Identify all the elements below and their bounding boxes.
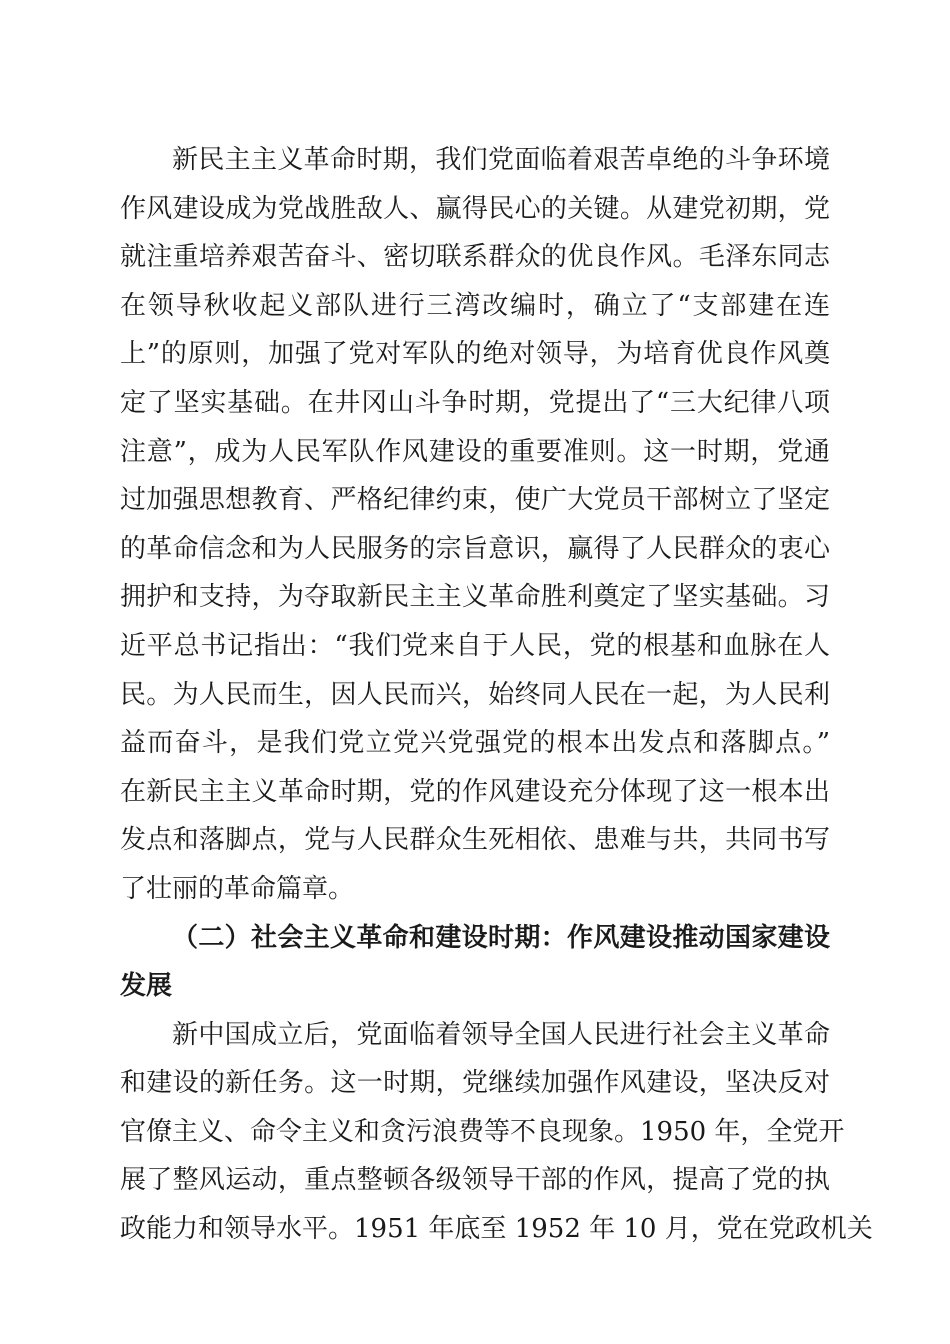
text-line: 注意”，成为人民军队作风建设的重要准则。这一时期，党通 xyxy=(120,436,830,467)
text-line: 发点和落脚点，党与人民群众生死相依、患难与共，共同书写 xyxy=(120,825,830,856)
text-line: 定了坚实基础。在井冈山斗争时期，党提出了“三大纪律八项 xyxy=(120,387,830,418)
document-body xyxy=(120,136,873,1254)
heading-line: （二）社会主义革命和建设时期：作风建设推动国家建设 xyxy=(172,922,830,953)
paragraph-revolution-period xyxy=(120,136,830,914)
text-line: 在新民主主义革命时期，党的作风建设充分体现了这一根本出 xyxy=(120,776,830,807)
text-line: 作风建设成为党战胜敌人、赢得民心的关键。从建党初期，党 xyxy=(120,193,830,224)
text-line: 益而奋斗，是我们党立党兴党强党的根本出发点和落脚点。” xyxy=(120,728,830,759)
heading-line: 发展 xyxy=(120,971,173,1002)
text-line: 就注重培养艰苦奋斗、密切联系群众的优良作风。毛泽东同志 xyxy=(120,242,830,273)
text-line: 政能力和领导水平。1951 年底至 1952 年 10 月，党在党政机关 xyxy=(120,1214,873,1245)
text-line: 过加强思想教育、严格纪律约束，使广大党员干部树立了坚定 xyxy=(120,485,830,516)
text-line: 民。为人民而生，因人民而兴，始终同人民在一起，为人民利 xyxy=(120,679,830,710)
text-line: 拥护和支持，为夺取新民主主义革命胜利奠定了坚实基础。习 xyxy=(120,582,830,613)
paragraph-construction-period xyxy=(120,1011,873,1254)
text-line: 上”的原则，加强了党对军队的绝对领导，为培育优良作风奠 xyxy=(120,339,830,370)
text-line: 展了整风运动，重点整顿各级领导干部的作风，提高了党的执 xyxy=(120,1165,830,1196)
text-line: 新民主主义革命时期，我们党面临着艰苦卓绝的斗争环境 xyxy=(172,145,830,175)
text-line: 了壮丽的革命篇章。 xyxy=(120,873,355,904)
text-line: 和建设的新任务。这一时期，党继续加强作风建设，坚决反对 xyxy=(120,1068,830,1099)
text-line: 近平总书记指出：“我们党来自于人民，党的根基和血脉在人 xyxy=(120,630,830,661)
text-line: 官僚主义、命令主义和贪污浪费等不良现象。1950 年，全党开 xyxy=(120,1116,845,1147)
text-line: 在领导秋收起义部队进行三湾改编时，确立了“支部建在连 xyxy=(120,290,830,321)
text-line: 新中国成立后，党面临着领导全国人民进行社会主义革命 xyxy=(172,1019,830,1050)
text-line: 的革命信念和为人民服务的宗旨意识，赢得了人民群众的衷心 xyxy=(120,533,830,564)
section-heading xyxy=(120,914,830,1011)
